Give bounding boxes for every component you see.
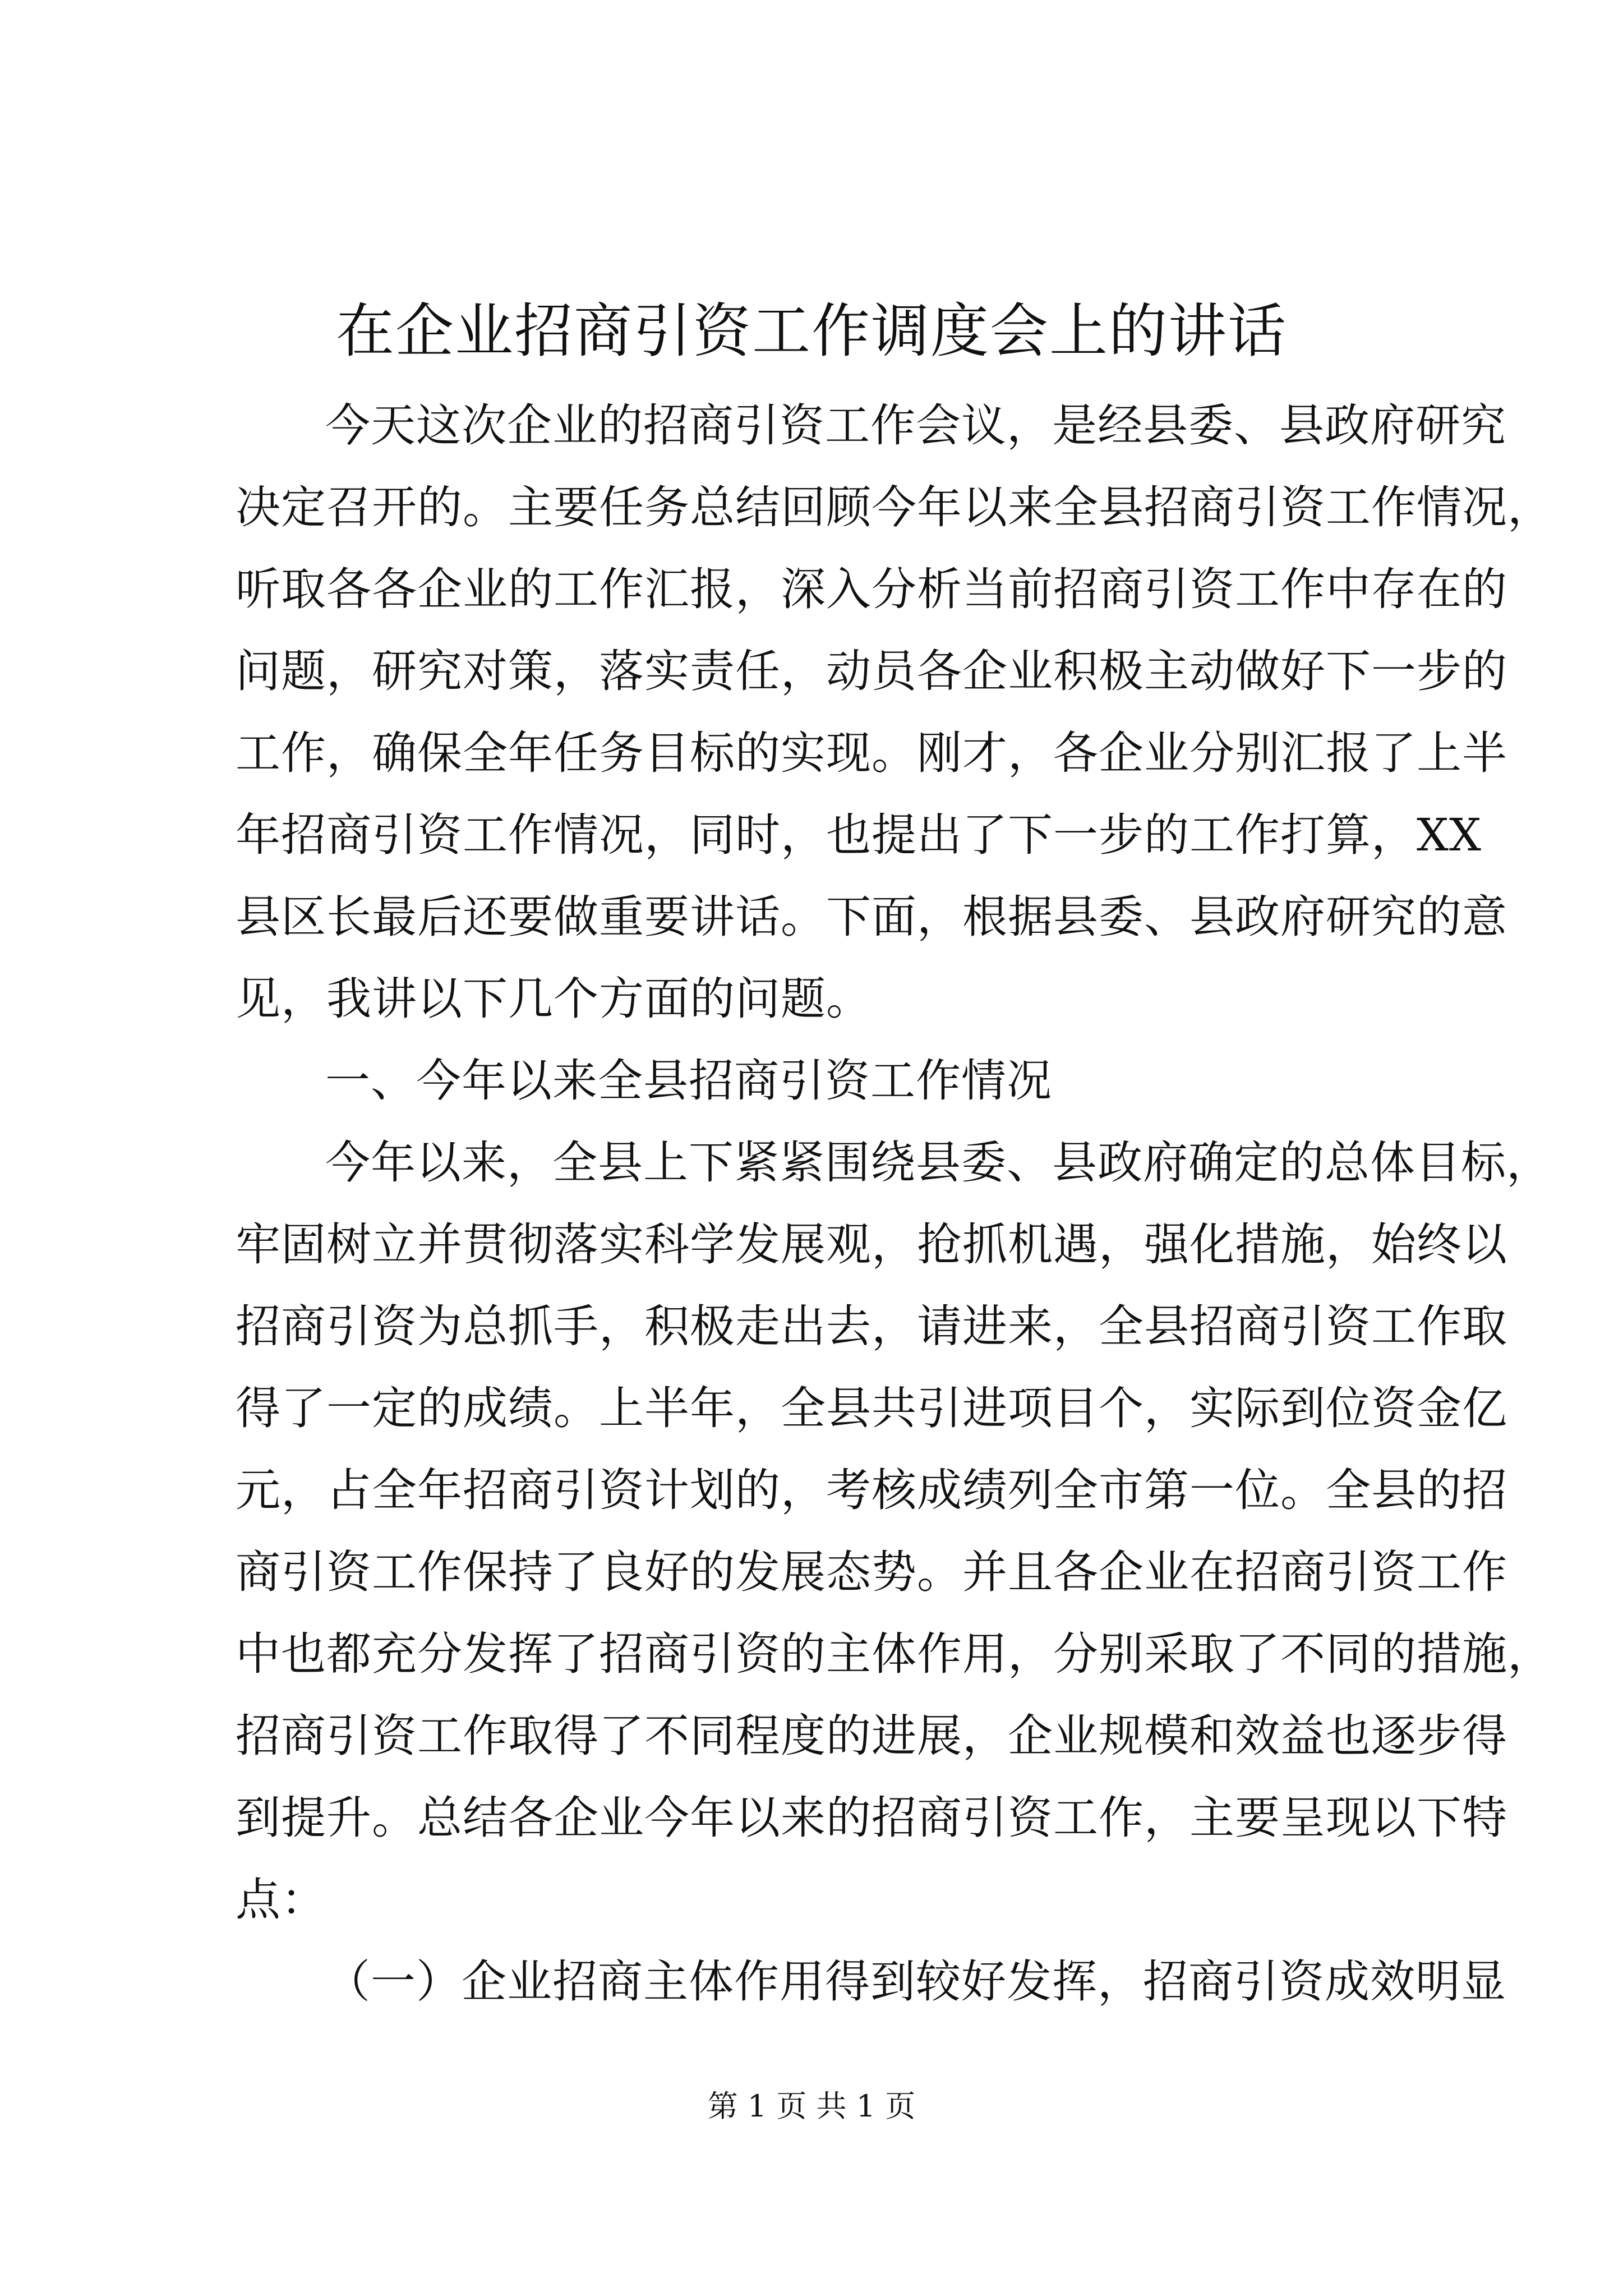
paragraph-line: 得了一定的成绩。上半年，全县共引进项目个，实际到位资金亿 xyxy=(236,1382,1507,1434)
paragraph-line: 决定召开的。主要任务总结回顾今年以来全县招商引资工作情况， xyxy=(236,481,1553,533)
paragraph-line: 点： xyxy=(236,1874,326,1926)
paragraph-line: （一）企业招商主体作用得到较好发挥，招商引资成效明显 xyxy=(325,1955,1506,2008)
paragraph-line: 县区长最后还要做重要讲话。下面，根据县委、县政府研究的意 xyxy=(236,891,1507,943)
paragraph-line: 今年以来，全县上下紧紧围绕县委、县政府确定的总体目标， xyxy=(325,1137,1552,1189)
document-title: 在企业招商引资工作调度会上的讲话 xyxy=(335,297,1287,365)
paragraph-line: 工作，确保全年任务目标的实现。刚才，各企业分别汇报了上半 xyxy=(236,727,1507,779)
document-body xyxy=(236,385,1553,2023)
paragraph-line: 招商引资为总抓手，积极走出去，请进来，全县招商引资工作取 xyxy=(236,1300,1507,1352)
paragraph-line: 年招商引资工作情况，同时，也提出了下一步的工作打算，XX xyxy=(236,809,1482,861)
paragraph-line: 到提升。总结各企业今年以来的招商引资工作，主要呈现以下特 xyxy=(236,1792,1507,1844)
paragraph-line: 元，占全年招商引资计划的，考核成绩列全市第一位。全县的招 xyxy=(236,1464,1507,1516)
paragraph-line: 牢固树立并贯彻落实科学发展观，抢抓机遇，强化措施，始终以 xyxy=(236,1218,1507,1271)
paragraph-line: 今天这次企业的招商引资工作会议，是经县委、县政府研究 xyxy=(325,399,1506,452)
paragraph-line: 招商引资工作取得了不同程度的进展，企业规模和效益也逐步得 xyxy=(236,1710,1507,1762)
paragraph-line: 见，我讲以下几个方面的问题。 xyxy=(236,973,872,1025)
paragraph-line: 听取各各企业的工作汇报，深入分析当前招商引资工作中存在的 xyxy=(236,563,1507,615)
paragraph-line: 一、今年以来全县招商引资工作情况 xyxy=(325,1055,1052,1107)
page-footer: 第 1 页 共 1 页 xyxy=(707,2088,916,2124)
paragraph-line: 中也都充分发挥了招商引资的主体作用，分别采取了不同的措施， xyxy=(236,1628,1553,1680)
paragraph-line: 问题，研究对策，落实责任，动员各企业积极主动做好下一步的 xyxy=(236,645,1507,697)
paragraph-line: 商引资工作保持了良好的发展态势。并且各企业在招商引资工作 xyxy=(236,1546,1507,1598)
